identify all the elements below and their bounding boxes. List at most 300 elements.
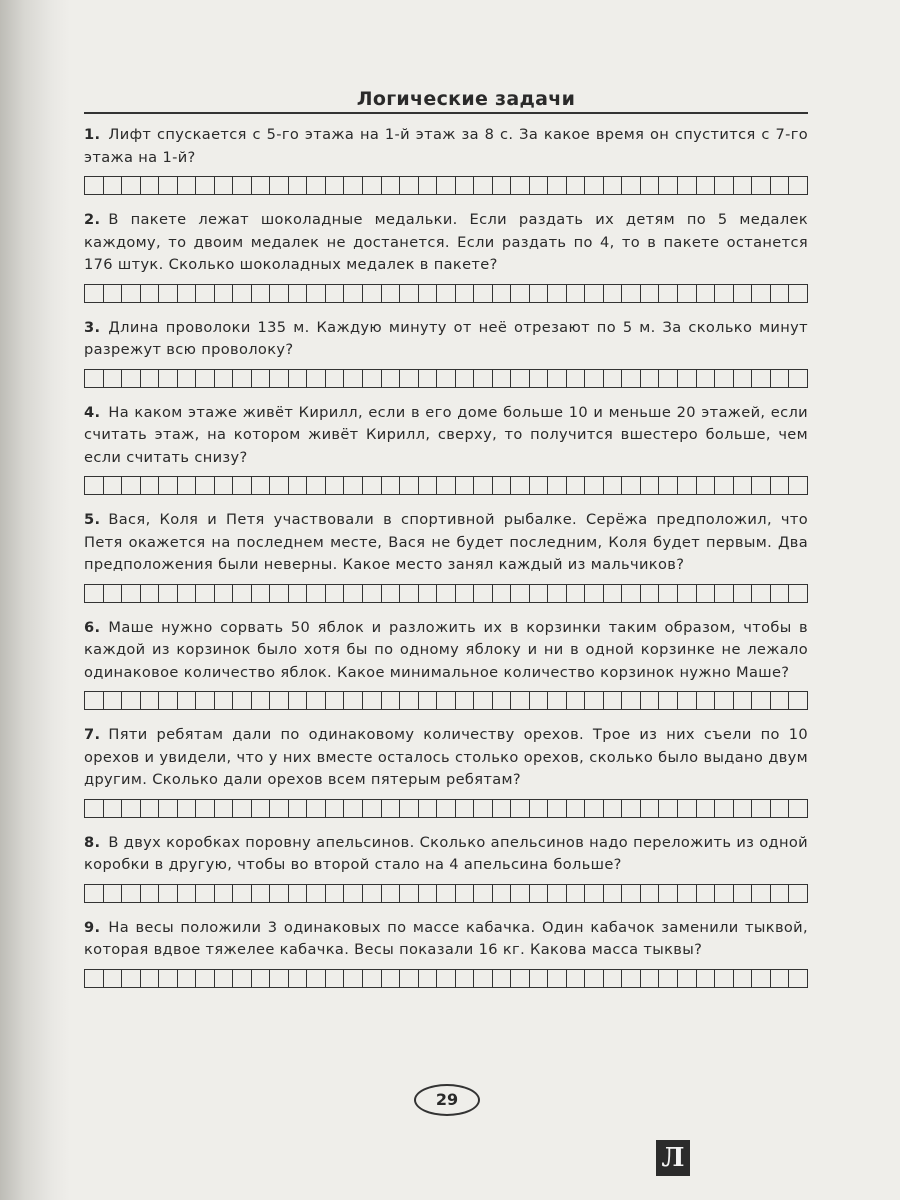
answer-cell[interactable]	[122, 800, 141, 817]
answer-cell[interactable]	[326, 970, 345, 987]
answer-cell[interactable]	[159, 285, 178, 302]
answer-cell[interactable]	[270, 692, 289, 709]
answer-cell[interactable]	[122, 177, 141, 194]
answer-cell[interactable]	[233, 370, 252, 387]
answer-cell[interactable]	[122, 885, 141, 902]
answer-cell[interactable]	[530, 692, 549, 709]
answer-cell[interactable]	[697, 370, 716, 387]
answer-cell[interactable]	[270, 477, 289, 494]
answer-cell[interactable]	[104, 177, 123, 194]
answer-cell[interactable]	[252, 177, 271, 194]
answer-cell[interactable]	[622, 970, 641, 987]
answer-cell[interactable]	[85, 970, 104, 987]
answer-cell[interactable]	[493, 800, 512, 817]
answer-cell[interactable]	[252, 800, 271, 817]
answer-cell[interactable]	[437, 477, 456, 494]
answer-cell[interactable]	[641, 370, 660, 387]
answer-cell[interactable]	[641, 285, 660, 302]
answer-cell[interactable]	[678, 370, 697, 387]
answer-cell[interactable]	[622, 800, 641, 817]
answer-cell[interactable]	[734, 177, 753, 194]
answer-cell[interactable]	[159, 370, 178, 387]
answer-cell[interactable]	[456, 285, 475, 302]
answer-cell[interactable]	[771, 477, 790, 494]
answer-grid[interactable]	[84, 884, 808, 903]
answer-cell[interactable]	[326, 370, 345, 387]
answer-cell[interactable]	[734, 285, 753, 302]
answer-cell[interactable]	[437, 800, 456, 817]
answer-cell[interactable]	[400, 585, 419, 602]
answer-cell[interactable]	[734, 692, 753, 709]
answer-cell[interactable]	[307, 177, 326, 194]
answer-cell[interactable]	[326, 885, 345, 902]
answer-cell[interactable]	[382, 477, 401, 494]
answer-cell[interactable]	[326, 477, 345, 494]
answer-cell[interactable]	[456, 177, 475, 194]
answer-cell[interactable]	[363, 585, 382, 602]
answer-cell[interactable]	[215, 285, 234, 302]
answer-cell[interactable]	[419, 477, 438, 494]
answer-cell[interactable]	[196, 800, 215, 817]
answer-cell[interactable]	[400, 177, 419, 194]
answer-cell[interactable]	[233, 477, 252, 494]
answer-cell[interactable]	[641, 885, 660, 902]
answer-cell[interactable]	[326, 177, 345, 194]
answer-cell[interactable]	[289, 585, 308, 602]
answer-cell[interactable]	[122, 970, 141, 987]
answer-cell[interactable]	[382, 585, 401, 602]
answer-grid[interactable]	[84, 584, 808, 603]
answer-cell[interactable]	[400, 692, 419, 709]
answer-cell[interactable]	[456, 370, 475, 387]
answer-cell[interactable]	[382, 970, 401, 987]
answer-cell[interactable]	[419, 692, 438, 709]
answer-cell[interactable]	[363, 885, 382, 902]
answer-cell[interactable]	[604, 370, 623, 387]
answer-cell[interactable]	[752, 477, 771, 494]
answer-cell[interactable]	[641, 177, 660, 194]
answer-cell[interactable]	[567, 800, 586, 817]
answer-cell[interactable]	[141, 970, 160, 987]
answer-cell[interactable]	[344, 885, 363, 902]
answer-cell[interactable]	[697, 477, 716, 494]
answer-cell[interactable]	[752, 585, 771, 602]
answer-cell[interactable]	[585, 370, 604, 387]
answer-cell[interactable]	[159, 885, 178, 902]
answer-cell[interactable]	[715, 692, 734, 709]
answer-cell[interactable]	[252, 285, 271, 302]
answer-cell[interactable]	[511, 370, 530, 387]
answer-cell[interactable]	[196, 177, 215, 194]
answer-cell[interactable]	[604, 800, 623, 817]
answer-cell[interactable]	[252, 970, 271, 987]
answer-cell[interactable]	[363, 370, 382, 387]
answer-cell[interactable]	[307, 477, 326, 494]
answer-cell[interactable]	[233, 285, 252, 302]
answer-cell[interactable]	[752, 177, 771, 194]
answer-cell[interactable]	[548, 692, 567, 709]
answer-cell[interactable]	[344, 177, 363, 194]
answer-cell[interactable]	[141, 285, 160, 302]
answer-cell[interactable]	[344, 970, 363, 987]
answer-cell[interactable]	[697, 885, 716, 902]
answer-cell[interactable]	[678, 477, 697, 494]
answer-cell[interactable]	[752, 692, 771, 709]
answer-cell[interactable]	[307, 370, 326, 387]
answer-cell[interactable]	[697, 585, 716, 602]
answer-cell[interactable]	[641, 477, 660, 494]
answer-cell[interactable]	[493, 285, 512, 302]
answer-cell[interactable]	[585, 885, 604, 902]
answer-cell[interactable]	[382, 177, 401, 194]
answer-cell[interactable]	[678, 585, 697, 602]
answer-cell[interactable]	[344, 370, 363, 387]
answer-cell[interactable]	[382, 692, 401, 709]
answer-cell[interactable]	[567, 370, 586, 387]
answer-cell[interactable]	[659, 692, 678, 709]
answer-cell[interactable]	[270, 800, 289, 817]
answer-cell[interactable]	[771, 585, 790, 602]
answer-cell[interactable]	[789, 370, 807, 387]
answer-cell[interactable]	[104, 692, 123, 709]
answer-cell[interactable]	[474, 970, 493, 987]
answer-cell[interactable]	[474, 800, 493, 817]
answer-cell[interactable]	[178, 692, 197, 709]
answer-cell[interactable]	[344, 800, 363, 817]
answer-cell[interactable]	[159, 970, 178, 987]
answer-cell[interactable]	[511, 177, 530, 194]
answer-cell[interactable]	[233, 692, 252, 709]
answer-cell[interactable]	[363, 477, 382, 494]
answer-cell[interactable]	[752, 800, 771, 817]
answer-cell[interactable]	[456, 970, 475, 987]
answer-cell[interactable]	[697, 800, 716, 817]
answer-cell[interactable]	[622, 285, 641, 302]
answer-cell[interactable]	[215, 585, 234, 602]
answer-cell[interactable]	[215, 692, 234, 709]
answer-cell[interactable]	[178, 477, 197, 494]
answer-cell[interactable]	[715, 477, 734, 494]
answer-cell[interactable]	[678, 285, 697, 302]
answer-cell[interactable]	[85, 285, 104, 302]
answer-cell[interactable]	[122, 692, 141, 709]
answer-cell[interactable]	[567, 692, 586, 709]
answer-cell[interactable]	[307, 285, 326, 302]
answer-cell[interactable]	[493, 477, 512, 494]
answer-cell[interactable]	[567, 477, 586, 494]
answer-cell[interactable]	[715, 970, 734, 987]
answer-cell[interactable]	[252, 885, 271, 902]
answer-cell[interactable]	[270, 970, 289, 987]
answer-cell[interactable]	[382, 285, 401, 302]
answer-cell[interactable]	[604, 970, 623, 987]
answer-cell[interactable]	[604, 885, 623, 902]
answer-cell[interactable]	[141, 800, 160, 817]
answer-cell[interactable]	[604, 285, 623, 302]
answer-cell[interactable]	[659, 970, 678, 987]
answer-cell[interactable]	[771, 800, 790, 817]
answer-grid[interactable]	[84, 369, 808, 388]
answer-cell[interactable]	[196, 885, 215, 902]
answer-cell[interactable]	[456, 800, 475, 817]
answer-cell[interactable]	[715, 285, 734, 302]
answer-cell[interactable]	[141, 585, 160, 602]
answer-cell[interactable]	[270, 285, 289, 302]
answer-cell[interactable]	[215, 477, 234, 494]
answer-cell[interactable]	[641, 585, 660, 602]
answer-grid[interactable]	[84, 476, 808, 495]
answer-cell[interactable]	[178, 370, 197, 387]
answer-cell[interactable]	[789, 970, 807, 987]
answer-cell[interactable]	[734, 970, 753, 987]
answer-cell[interactable]	[104, 285, 123, 302]
answer-cell[interactable]	[85, 177, 104, 194]
answer-cell[interactable]	[252, 370, 271, 387]
answer-cell[interactable]	[215, 370, 234, 387]
answer-cell[interactable]	[141, 370, 160, 387]
answer-cell[interactable]	[548, 177, 567, 194]
answer-cell[interactable]	[697, 692, 716, 709]
answer-cell[interactable]	[178, 970, 197, 987]
answer-cell[interactable]	[289, 477, 308, 494]
answer-cell[interactable]	[567, 885, 586, 902]
answer-cell[interactable]	[233, 585, 252, 602]
answer-cell[interactable]	[196, 370, 215, 387]
answer-cell[interactable]	[511, 885, 530, 902]
answer-cell[interactable]	[382, 370, 401, 387]
answer-cell[interactable]	[659, 285, 678, 302]
answer-cell[interactable]	[178, 285, 197, 302]
answer-cell[interactable]	[511, 800, 530, 817]
answer-cell[interactable]	[400, 970, 419, 987]
answer-cell[interactable]	[289, 692, 308, 709]
answer-cell[interactable]	[344, 477, 363, 494]
answer-cell[interactable]	[585, 177, 604, 194]
answer-cell[interactable]	[196, 477, 215, 494]
answer-cell[interactable]	[270, 885, 289, 902]
answer-cell[interactable]	[585, 585, 604, 602]
answer-cell[interactable]	[85, 800, 104, 817]
answer-cell[interactable]	[85, 885, 104, 902]
answer-cell[interactable]	[789, 477, 807, 494]
answer-cell[interactable]	[678, 177, 697, 194]
answer-cell[interactable]	[622, 477, 641, 494]
answer-cell[interactable]	[159, 800, 178, 817]
answer-cell[interactable]	[159, 692, 178, 709]
answer-cell[interactable]	[437, 692, 456, 709]
answer-cell[interactable]	[548, 585, 567, 602]
answer-cell[interactable]	[622, 177, 641, 194]
answer-cell[interactable]	[437, 177, 456, 194]
answer-cell[interactable]	[771, 177, 790, 194]
answer-cell[interactable]	[771, 970, 790, 987]
answer-cell[interactable]	[567, 177, 586, 194]
answer-grid[interactable]	[84, 969, 808, 988]
answer-cell[interactable]	[789, 885, 807, 902]
answer-cell[interactable]	[474, 285, 493, 302]
answer-cell[interactable]	[456, 692, 475, 709]
answer-cell[interactable]	[196, 585, 215, 602]
answer-cell[interactable]	[196, 285, 215, 302]
answer-cell[interactable]	[215, 800, 234, 817]
answer-cell[interactable]	[326, 692, 345, 709]
answer-cell[interactable]	[678, 692, 697, 709]
answer-cell[interactable]	[252, 692, 271, 709]
answer-cell[interactable]	[437, 585, 456, 602]
answer-cell[interactable]	[252, 585, 271, 602]
answer-cell[interactable]	[622, 885, 641, 902]
answer-cell[interactable]	[141, 885, 160, 902]
answer-cell[interactable]	[511, 585, 530, 602]
answer-cell[interactable]	[715, 885, 734, 902]
answer-cell[interactable]	[789, 800, 807, 817]
answer-cell[interactable]	[474, 885, 493, 902]
answer-cell[interactable]	[382, 800, 401, 817]
answer-grid[interactable]	[84, 176, 808, 195]
answer-cell[interactable]	[622, 585, 641, 602]
answer-cell[interactable]	[567, 970, 586, 987]
answer-cell[interactable]	[678, 885, 697, 902]
answer-cell[interactable]	[363, 800, 382, 817]
answer-cell[interactable]	[789, 177, 807, 194]
answer-cell[interactable]	[715, 585, 734, 602]
answer-cell[interactable]	[326, 585, 345, 602]
answer-cell[interactable]	[104, 800, 123, 817]
answer-cell[interactable]	[734, 370, 753, 387]
answer-cell[interactable]	[511, 692, 530, 709]
answer-cell[interactable]	[659, 370, 678, 387]
answer-cell[interactable]	[474, 477, 493, 494]
answer-cell[interactable]	[474, 370, 493, 387]
answer-cell[interactable]	[419, 177, 438, 194]
answer-cell[interactable]	[789, 692, 807, 709]
answer-cell[interactable]	[715, 800, 734, 817]
answer-cell[interactable]	[474, 585, 493, 602]
answer-cell[interactable]	[641, 970, 660, 987]
answer-cell[interactable]	[548, 885, 567, 902]
answer-cell[interactable]	[289, 370, 308, 387]
answer-cell[interactable]	[511, 477, 530, 494]
answer-cell[interactable]	[622, 692, 641, 709]
answer-cell[interactable]	[659, 177, 678, 194]
answer-cell[interactable]	[141, 692, 160, 709]
answer-cell[interactable]	[548, 370, 567, 387]
answer-cell[interactable]	[585, 477, 604, 494]
answer-cell[interactable]	[511, 970, 530, 987]
answer-cell[interactable]	[585, 800, 604, 817]
answer-cell[interactable]	[400, 370, 419, 387]
answer-cell[interactable]	[752, 970, 771, 987]
answer-cell[interactable]	[104, 477, 123, 494]
answer-cell[interactable]	[270, 585, 289, 602]
answer-cell[interactable]	[363, 177, 382, 194]
answer-cell[interactable]	[530, 285, 549, 302]
answer-cell[interactable]	[326, 800, 345, 817]
answer-cell[interactable]	[734, 585, 753, 602]
answer-cell[interactable]	[437, 285, 456, 302]
answer-cell[interactable]	[419, 285, 438, 302]
answer-cell[interactable]	[382, 885, 401, 902]
answer-cell[interactable]	[548, 285, 567, 302]
answer-cell[interactable]	[734, 477, 753, 494]
answer-cell[interactable]	[771, 370, 790, 387]
answer-cell[interactable]	[363, 692, 382, 709]
answer-cell[interactable]	[734, 885, 753, 902]
answer-cell[interactable]	[307, 692, 326, 709]
answer-cell[interactable]	[85, 477, 104, 494]
answer-cell[interactable]	[85, 585, 104, 602]
answer-cell[interactable]	[548, 477, 567, 494]
answer-cell[interactable]	[307, 585, 326, 602]
answer-cell[interactable]	[474, 692, 493, 709]
answer-cell[interactable]	[178, 585, 197, 602]
answer-cell[interactable]	[641, 692, 660, 709]
answer-cell[interactable]	[178, 885, 197, 902]
answer-cell[interactable]	[307, 800, 326, 817]
answer-cell[interactable]	[659, 477, 678, 494]
answer-cell[interactable]	[771, 285, 790, 302]
answer-cell[interactable]	[215, 970, 234, 987]
answer-cell[interactable]	[326, 285, 345, 302]
answer-cell[interactable]	[567, 585, 586, 602]
answer-cell[interactable]	[141, 477, 160, 494]
answer-cell[interactable]	[697, 970, 716, 987]
answer-cell[interactable]	[752, 370, 771, 387]
answer-cell[interactable]	[289, 970, 308, 987]
answer-cell[interactable]	[697, 285, 716, 302]
answer-cell[interactable]	[604, 585, 623, 602]
answer-cell[interactable]	[419, 585, 438, 602]
answer-cell[interactable]	[715, 177, 734, 194]
answer-cell[interactable]	[493, 692, 512, 709]
answer-cell[interactable]	[270, 177, 289, 194]
answer-cell[interactable]	[419, 800, 438, 817]
answer-cell[interactable]	[752, 885, 771, 902]
answer-cell[interactable]	[493, 885, 512, 902]
answer-cell[interactable]	[678, 800, 697, 817]
answer-cell[interactable]	[604, 692, 623, 709]
answer-cell[interactable]	[400, 477, 419, 494]
answer-cell[interactable]	[437, 885, 456, 902]
answer-cell[interactable]	[363, 285, 382, 302]
answer-cell[interactable]	[270, 370, 289, 387]
answer-cell[interactable]	[344, 692, 363, 709]
answer-cell[interactable]	[641, 800, 660, 817]
answer-cell[interactable]	[400, 885, 419, 902]
answer-cell[interactable]	[715, 370, 734, 387]
answer-cell[interactable]	[752, 285, 771, 302]
answer-cell[interactable]	[344, 585, 363, 602]
answer-cell[interactable]	[585, 285, 604, 302]
answer-cell[interactable]	[678, 970, 697, 987]
answer-cell[interactable]	[530, 370, 549, 387]
answer-cell[interactable]	[530, 800, 549, 817]
answer-cell[interactable]	[215, 177, 234, 194]
answer-cell[interactable]	[178, 800, 197, 817]
answer-cell[interactable]	[437, 370, 456, 387]
answer-cell[interactable]	[233, 800, 252, 817]
answer-cell[interactable]	[659, 585, 678, 602]
answer-grid[interactable]	[84, 284, 808, 303]
answer-cell[interactable]	[771, 885, 790, 902]
answer-cell[interactable]	[289, 800, 308, 817]
answer-cell[interactable]	[456, 885, 475, 902]
answer-cell[interactable]	[141, 177, 160, 194]
answer-cell[interactable]	[363, 970, 382, 987]
answer-cell[interactable]	[493, 585, 512, 602]
answer-cell[interactable]	[122, 477, 141, 494]
answer-cell[interactable]	[196, 692, 215, 709]
